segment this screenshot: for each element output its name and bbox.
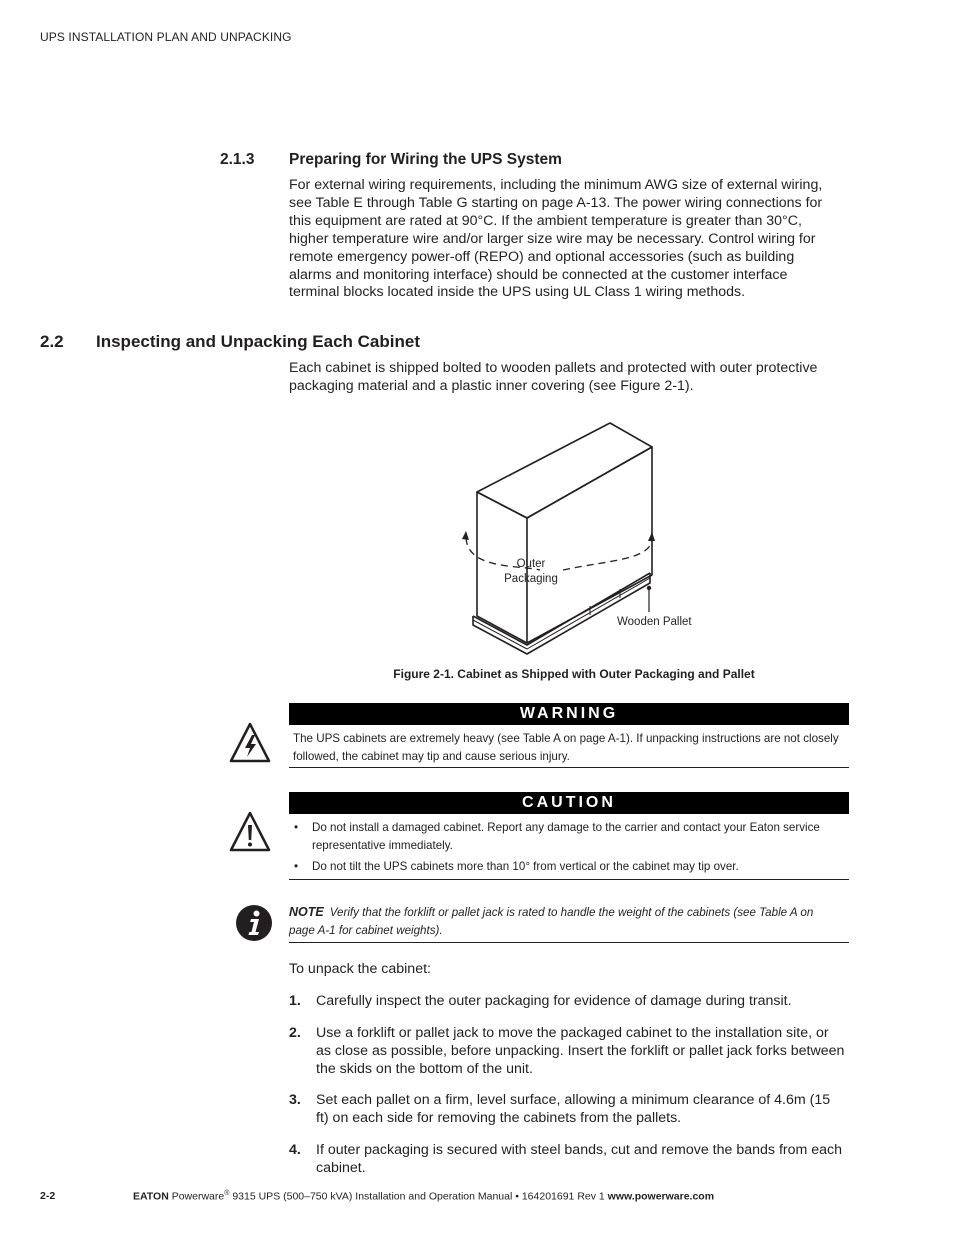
unpack-intro: To unpack the cabinet: [289,961,431,977]
step-text: Set each pallet on a firm, level surface, allowing a minimum clearance of 4.6m (15 ft) on each side for removing the cabinets from the pallets. [316,1092,831,1126]
footer-product: Powerware [171,1190,225,1203]
step-text: If outer packaging is secured with steel bands, cut and remove the bands from each cabinet. [316,1142,843,1176]
paragraph-line: this equipment are rated at 90°C. If the ambient temperature is greater than 30°C, [289,212,802,229]
paragraph-line: For external wiring requirements, including the minimum AWG size of external wiring, [289,177,823,193]
footer-doc-number: 164201691 Rev 1 [521,1190,605,1203]
figure-caption: Figure 2-1. Cabinet as Shipped with Outer Packaging and Pallet [393,667,755,681]
figure-label-line: Packaging [504,573,558,585]
warning-line: followed, the cabinet may tip and cause serious injury. [293,749,570,763]
unpack-step [289,993,845,1011]
paragraph-line: see Table E through Table G starting on page A-13. The power wiring connections for [289,194,823,211]
figure-label-line: Outer [516,558,546,570]
exclamation-hazard-icon [228,810,272,854]
arrow-up-icon [462,531,469,540]
note-line [289,904,837,922]
warning-line: The UPS cabinets are extremely heavy (see Table A on page A-1). If unpacking instructions are not closely [293,732,839,745]
note-rule [289,942,849,943]
footer-manual: 9315 UPS (500–750 kVA) Installation and Operation Manual [232,1190,513,1203]
warning-rule [289,767,849,768]
note-line: page A-1 for cabinet weights). [289,923,443,937]
unpack-step [289,1092,845,1128]
footer-website[interactable]: www.powerware.com [607,1190,715,1203]
paragraph-line: Each cabinet is shipped bolted to wooden pallets and protected with outer protective [289,360,818,376]
step-text: Use a forklift or pallet jack to move the packaged cabinet to the installation site, or as close as possible, before unpacking. Insert the forklift or pallet jack forks between the skids on the bottom of the unit. [316,1025,845,1077]
registered-mark: ® [224,1190,230,1197]
footer-text [133,1190,714,1203]
electrical-hazard-icon [228,721,272,765]
warning-text [293,730,848,765]
step-number: 1. [289,993,301,1009]
running-header: UPS INSTALLATION PLAN AND UNPACKING [40,30,292,44]
note-body: Verify that the forklift or pallet jack is rated to handle the weight of the cabinets (see Table A on [329,906,814,919]
footer-separator: • [515,1190,519,1203]
paragraph-line: remote emergency power-off (REPO) and optional accessories (such as building [289,248,795,265]
warning-banner: WARNING [289,703,849,725]
cabinet-packaging-figure [440,410,740,660]
footer-brand: EATON [133,1190,169,1203]
unpack-step [289,1025,845,1079]
caution-bullet [289,858,834,876]
caution-bullet [289,819,834,854]
caution-bullet-text: Do not install a damaged cabinet. Report any damage to the carrier and contact your Eaton service representative immediately. [312,821,820,852]
arrow-up-icon [648,532,655,541]
section-paragraph [289,360,869,396]
section-number: 2.2 [40,332,64,351]
paragraph-line: packaging material and a plastic inner covering (see Figure 2-1). [289,377,694,394]
section-paragraph [289,177,869,302]
paragraph-line: terminal blocks located inside the UPS using UL Class 1 wiring methods. [289,284,746,301]
step-number: 4. [289,1142,301,1158]
note-text [289,904,837,939]
step-text: Carefully inspect the outer packaging for evidence of damage during transit. [316,993,792,1009]
packaging-wrap-right [563,538,652,570]
caution-list [289,819,834,880]
cabinet-top-face [477,423,652,518]
section-heading: Preparing for Wiring the UPS System [289,151,562,168]
bullet-symbol: • [294,821,299,834]
section-heading: Inspecting and Unpacking Each Cabinet [96,332,420,351]
section-number: 2.1.3 [220,151,255,168]
caution-banner: CAUTION [289,792,849,814]
paragraph-line: higher temperature wire and/or larger size wire may be necessary. Control wiring for [289,230,816,247]
caution-bullet-text: Do not tilt the UPS cabinets more than 10° from vertical or the cabinet may tip over. [312,860,739,873]
bullet-symbol: • [294,860,299,873]
leader-dot [647,586,651,590]
page-number: 2-2 [40,1190,56,1202]
paragraph-line: alarms and monitoring interface) should be connected at the customer interface [289,266,788,283]
outer-packaging-label [496,557,566,587]
step-number: 3. [289,1092,301,1108]
caution-rule [289,879,849,880]
unpack-step [289,1142,845,1178]
note-label: NOTE [289,905,324,919]
info-icon [235,904,273,942]
wooden-pallet-label: Wooden Pallet [617,616,692,628]
step-number: 2. [289,1025,301,1041]
